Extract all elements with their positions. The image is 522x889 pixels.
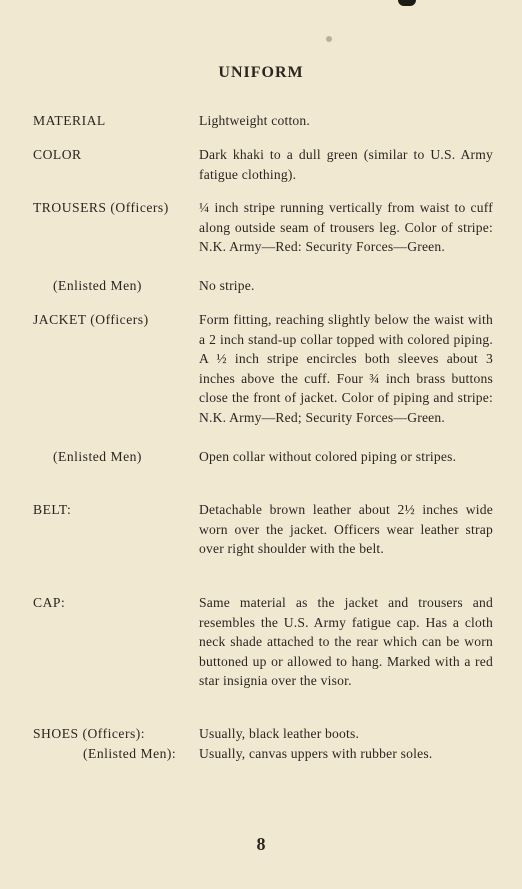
page-title: UNIFORM <box>218 64 304 81</box>
row-value: Open collar without colored piping or stripes. <box>199 449 457 464</box>
row-label: BELT: <box>33 502 72 517</box>
row-value: Dark khaki to a dull green (similar to U.S. Army fatigue clothing). <box>199 147 493 182</box>
row-label: (Enlisted Men) <box>53 449 142 464</box>
row-label: SHOES (Officers): <box>33 726 146 741</box>
row-value: Same material as the jacket and trousers and resembles the U.S. Army fatigue cap. Has a cloth neck shade attached to the rear which can be worn buttoned up or allowed to hang. Marked with a red star insignia over the visor. <box>199 595 493 688</box>
row-value: ¼ inch stripe running vertically from waist to cuff along outside seam of trousers leg. Color of stripe: N.K. Army—Red: Security Forces—Green. <box>199 200 493 254</box>
row-label: COLOR <box>33 147 82 162</box>
row-value: Usually, black leather boots. <box>199 726 360 741</box>
page-number: 8 <box>256 834 266 854</box>
row-value: Detachable brown leather about 2½ inches wide worn over the jacket. Officers wear leather strap over right shoulder with the belt. <box>199 502 493 556</box>
row-label: (Enlisted Men): <box>83 746 177 761</box>
paper-speck <box>326 36 332 42</box>
row-label: MATERIAL <box>33 113 106 128</box>
row-label: JACKET (Officers) <box>33 312 149 327</box>
row-label: CAP: <box>33 595 66 610</box>
row-value: Usually, canvas uppers with rubber soles. <box>199 746 433 761</box>
binding-mark <box>398 0 416 6</box>
row-value: No stripe. <box>199 278 255 293</box>
row-label: TROUSERS (Officers) <box>33 200 169 215</box>
row-label: (Enlisted Men) <box>53 278 142 293</box>
row-value: Form fitting, reaching slightly below the waist with a 2 inch stand-up collar topped with colored piping. A ½ inch stripe encircles both sleeves about 3 inches above the cuff. Four ¾ inch brass buttons close the front of jacket. Color of piping and stripe: N.K. Army—Red; Security Forces—Green. <box>199 312 493 425</box>
row-value: Lightweight cotton. <box>199 113 311 128</box>
